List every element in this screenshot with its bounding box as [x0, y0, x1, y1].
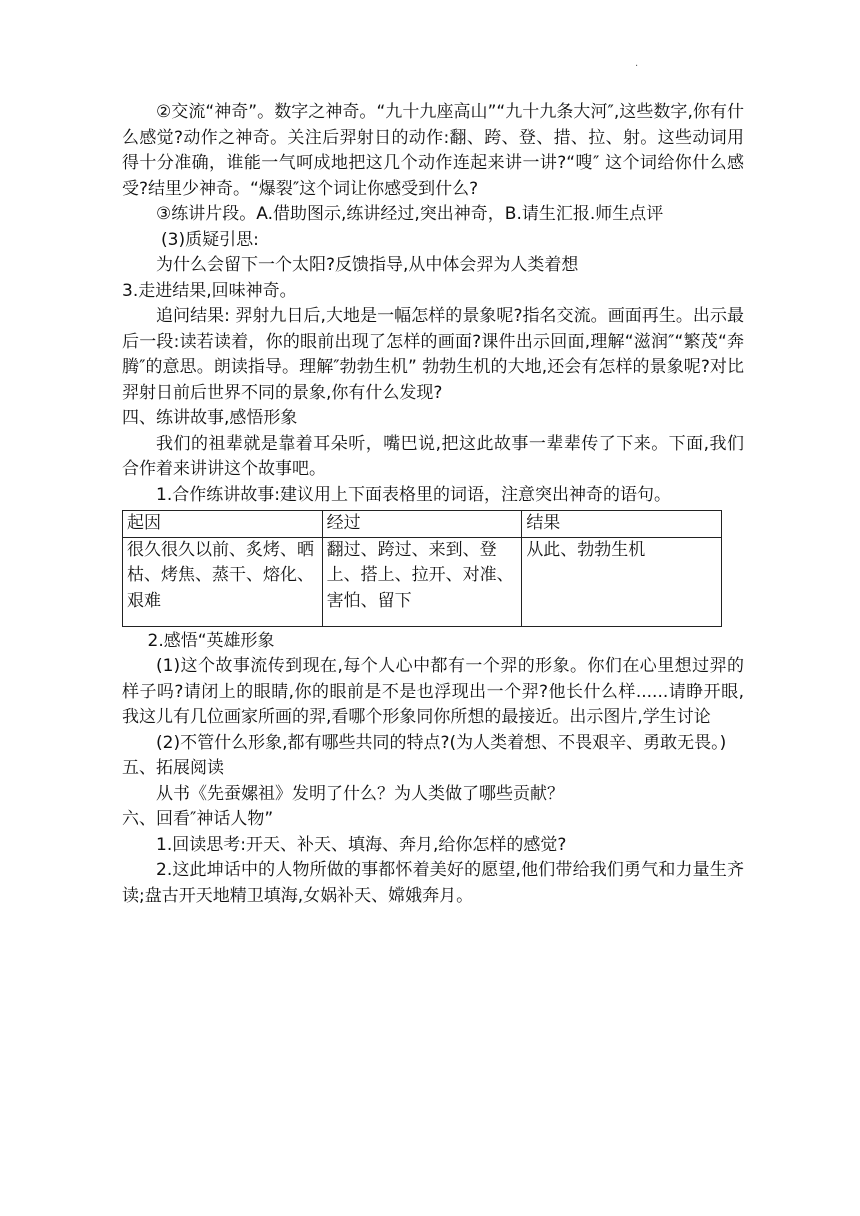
paragraph-cooperate: 1.合作练讲故事:建议用上下面表格里的词语，注意突出神奇的语句。 [156, 484, 671, 505]
section-heading-six: 六、回看″神话人物” [122, 809, 274, 829]
paragraph-why-one-sun: 为什么会留下一个太阳?反馈指导,从中体会羿为人类着想 [156, 255, 579, 275]
table-header-process: 经过 [322, 511, 522, 538]
paragraph-share-magic: ②交流“神奇”。数字之神奇。“九十九座高山”“九十九条大河″,这些数字,你有什么感觉?动作之神奇。关注后羿射日的动作:翻、跨、登、措、拉、射。这些动词用得十分准确，谁能一气呵成地把这几个动作连起来讲一讲?“嗖″ 这个词给你什么感受?结里少神奇。“爆裂″这个词让你感受到什么? [122, 102, 744, 199]
paragraph-myth-characters: 2.这此坤话中的人物所做的事都怀着美好的愿望,他们带给我们勇气和力量生齐读;盘古开天地精卫填海,女娲补天、嫦娥奔月。 [122, 860, 744, 906]
paragraph-extended-reading: 从书《先蚕嫘祖》发明了什么？为人类做了哪些贡献？ [156, 783, 564, 804]
section-heading-four: 四、练讲故事,感悟形象 [122, 408, 298, 428]
paragraph-ask-result: 追问结果: 羿射九日后,大地是一幅怎样的景象呢?指名交流。画面再生。出示最后一段:读若读着，你的眼前出现了怎样的画面?课件出示回面,理解“滋润″“繁茂“奔腾″的意思。朗读指导。理解″勃勃生机” 勃勃生机的大地,还会有怎样的景象呢?对比羿射日前后世界不同的景象,你有什么发现? [122, 306, 744, 403]
page-corner-mark: . [635, 58, 639, 69]
section-heading-five: 五、拓展阅读 [122, 758, 224, 778]
table-header-row [123, 511, 722, 538]
paragraph-common-traits: (2)不管什么形象,都有哪些共同的特点?(为人类着想、不畏艰辛、勇敢无畏。) [156, 732, 727, 753]
word-table [122, 510, 722, 627]
table-header-result: 结果 [522, 511, 722, 538]
table-row [123, 537, 722, 626]
paragraph-hero-image: (1)这个故事流传到现在,每个人心中都有一个羿的形象。你们在心里想过羿的样子吗?请闭上的眼睛,你的眼前是不是也浮现出一个羿?他长什么样......请睁开眼,我这儿有几位画家所画的羿,看哪个形象同你所想的最接近。出示图片,学生讨论 [122, 656, 744, 727]
paragraph-practice-segment: ③练讲片段。A.借助图示,练讲经过,突出神奇，B.请生汇报.师生点评 [156, 204, 664, 224]
document-body [122, 100, 744, 909]
paragraph-question-heading: (3)质疑引思: [161, 229, 259, 250]
paragraph-reread-think: 1.回读思考:开天、补天、填海、奔月,给你怎样的感觉? [156, 834, 567, 855]
table-cell-result: 从此、勃勃生机 [522, 537, 722, 626]
section-heading-result: 3.走进结果,回味神奇。 [122, 280, 297, 301]
paragraph-hero-heading: 2.感悟“英雄形象 [147, 630, 275, 651]
table-cell-process: 翻过、跨过、来到、登上、搭上、拉开、对准、害怕、留下 [322, 537, 522, 626]
paragraph-ancestors: 我们的祖辈就是靠着耳朵听，嘴巴说,把这此故事一辈辈传了下来。下面,我们合作着来讲讲这个故事吧。 [122, 433, 744, 479]
table-header-cause: 起因 [123, 511, 323, 538]
table-cell-cause: 很久很久以前、炙烤、晒枯、烤焦、蒸干、熔化、艰难 [123, 537, 323, 626]
